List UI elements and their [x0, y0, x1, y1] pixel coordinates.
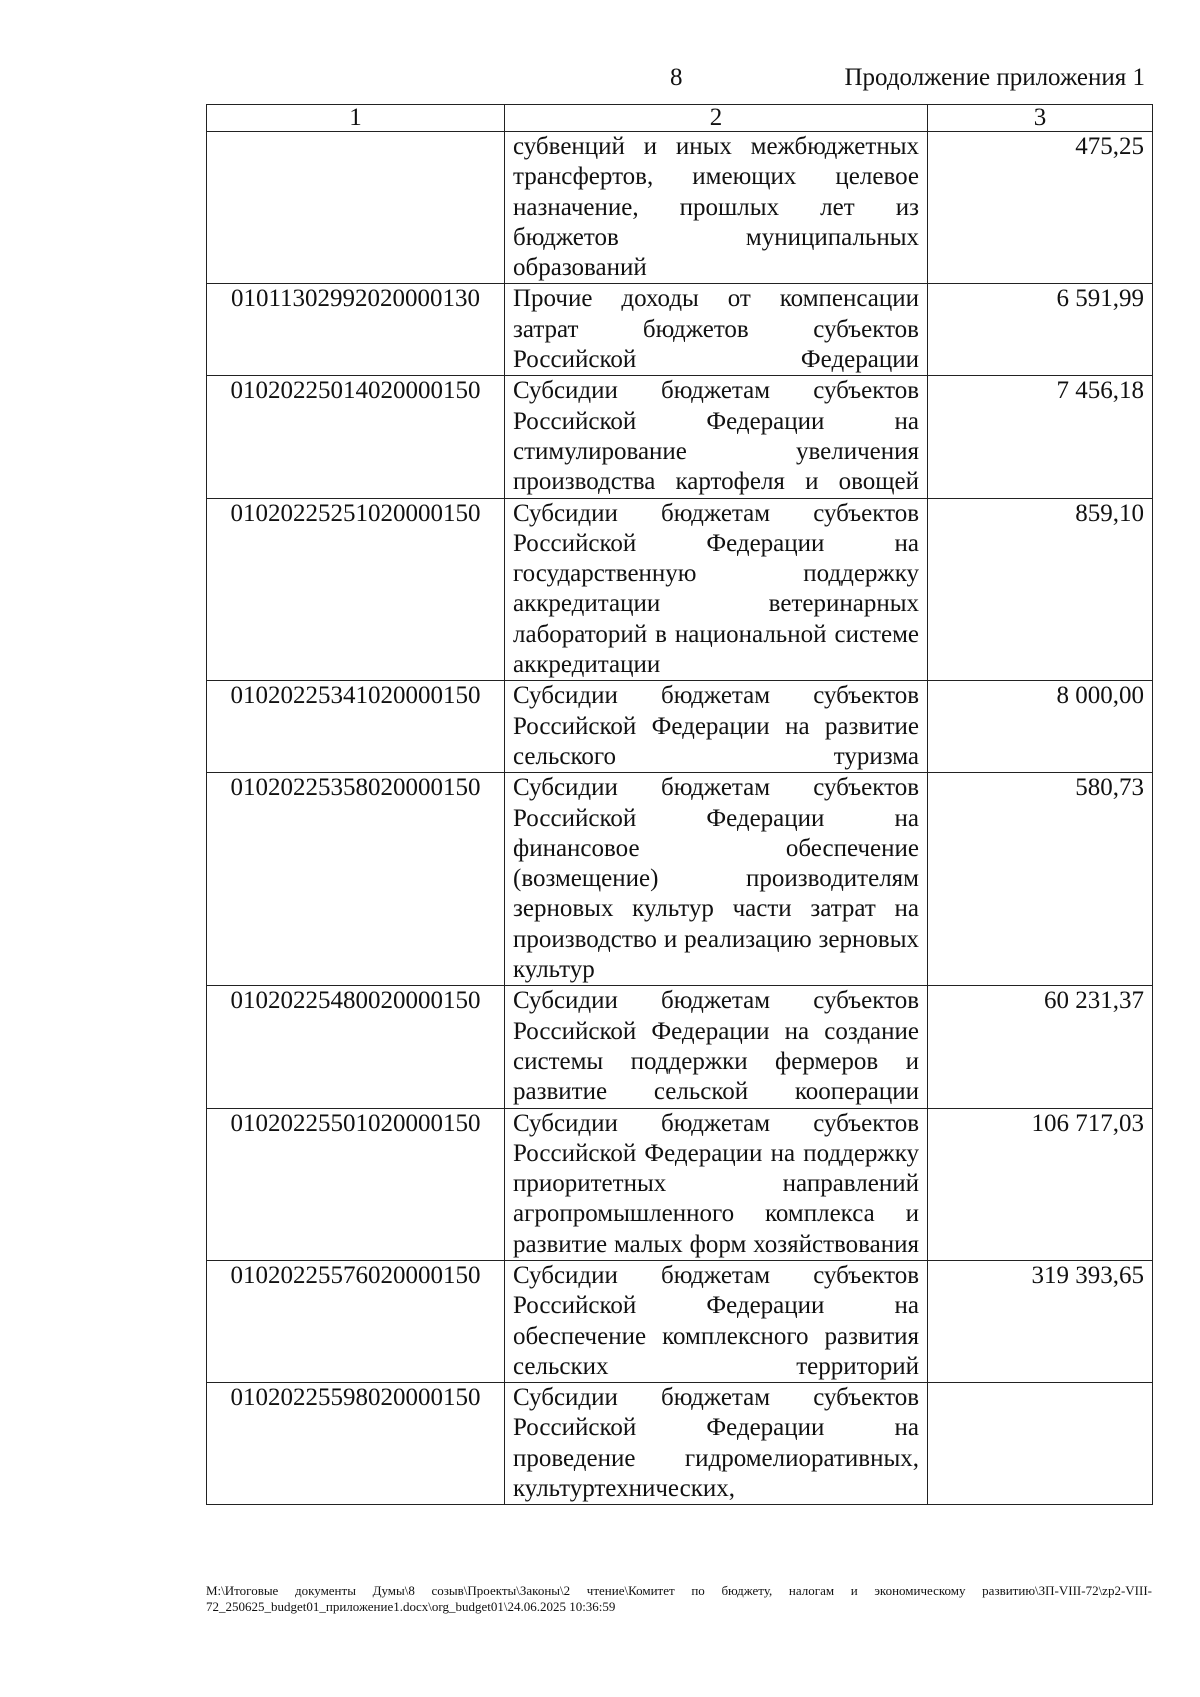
row-description: Субсидии бюджетам субъектов Российской Федерации на обеспечение комплексного развития сельских территорий: [505, 1260, 928, 1382]
row-code: 01020225501020000150: [207, 1108, 505, 1260]
table-header-row: [207, 105, 1153, 132]
row-description: Прочие доходы от компенсации затрат бюджетов субъектов Российской Федерации: [505, 284, 928, 376]
row-description: Субсидии бюджетам субъектов Российской Федерации на стимулирование увеличения производства картофеля и овощей: [505, 376, 928, 498]
page-number: 8: [670, 64, 683, 91]
row-code: 01020225576020000150: [207, 1260, 505, 1382]
column-header-3: 3: [928, 105, 1153, 132]
row-amount: 475,25: [928, 132, 1153, 284]
row-amount: 319 393,65: [928, 1260, 1153, 1382]
row-amount: 580,73: [928, 773, 1153, 986]
row-description: Субсидии бюджетам субъектов Российской Федерации на финансовое обеспечение (возмещение) производителям зерновых культур части затрат на производство и реализацию зерновых культур: [505, 773, 928, 986]
row-amount: 6 591,99: [928, 284, 1153, 376]
row-code: 01020225358020000150: [207, 773, 505, 986]
row-amount: [928, 1383, 1153, 1505]
column-header-2: 2: [505, 105, 928, 132]
row-description: Субсидии бюджетам субъектов Российской Федерации на создание системы поддержки фермеров и развитие сельской кооперации: [505, 986, 928, 1108]
column-header-1: 1: [207, 105, 505, 132]
row-amount: 859,10: [928, 498, 1153, 681]
row-amount: 60 231,37: [928, 986, 1153, 1108]
budget-table: [206, 104, 1153, 1505]
row-description: Субсидии бюджетам субъектов Российской Федерации на развитие сельского туризма: [505, 681, 928, 773]
table-row: [207, 1260, 1153, 1382]
row-code: 01020225598020000150: [207, 1383, 505, 1505]
row-code: 01011302992020000130: [207, 284, 505, 376]
table-row: [207, 773, 1153, 986]
row-code: 01020225251020000150: [207, 498, 505, 681]
row-code: 01020225480020000150: [207, 986, 505, 1108]
document-file-path: M:\Итоговые документы Думы\8 созыв\Проекты\Законы\2 чтение\Комитет по бюджету, налогам и экономическому развитию\ЗП-VIII-72\zp2-VIII-72_250625_budget01_приложение1.docx\org_budget01\24.06.2025 10:36:59: [206, 1583, 1152, 1614]
row-code: 01020225014020000150: [207, 376, 505, 498]
row-description: Субсидии бюджетам субъектов Российской Федерации на проведение гидромелиоративных, культуртехнических,: [505, 1383, 928, 1505]
row-amount: 106 717,03: [928, 1108, 1153, 1260]
row-amount: 7 456,18: [928, 376, 1153, 498]
table-row: [207, 1383, 1153, 1505]
row-code: [207, 132, 505, 284]
table-row: [207, 1108, 1153, 1260]
row-amount: 8 000,00: [928, 681, 1153, 773]
row-description: Субсидии бюджетам субъектов Российской Федерации на государственную поддержку аккредитации ветеринарных лабораторий в национальной системе аккредитации: [505, 498, 928, 681]
table-row: [207, 132, 1153, 284]
table-row: [207, 681, 1153, 773]
table-row: [207, 376, 1153, 498]
row-code: 01020225341020000150: [207, 681, 505, 773]
table-row: [207, 498, 1153, 681]
row-description: Субсидии бюджетам субъектов Российской Федерации на поддержку приоритетных направлений агропромышленного комплекса и развитие малых форм хозяйствования: [505, 1108, 928, 1260]
appendix-continuation-note: Продолжение приложения 1: [844, 64, 1145, 91]
table-row: [207, 986, 1153, 1108]
table-row: [207, 284, 1153, 376]
row-description: субвенций и иных межбюджетных трансфертов, имеющих целевое назначение, прошлых лет из бюджетов муниципальных образований: [505, 132, 928, 284]
